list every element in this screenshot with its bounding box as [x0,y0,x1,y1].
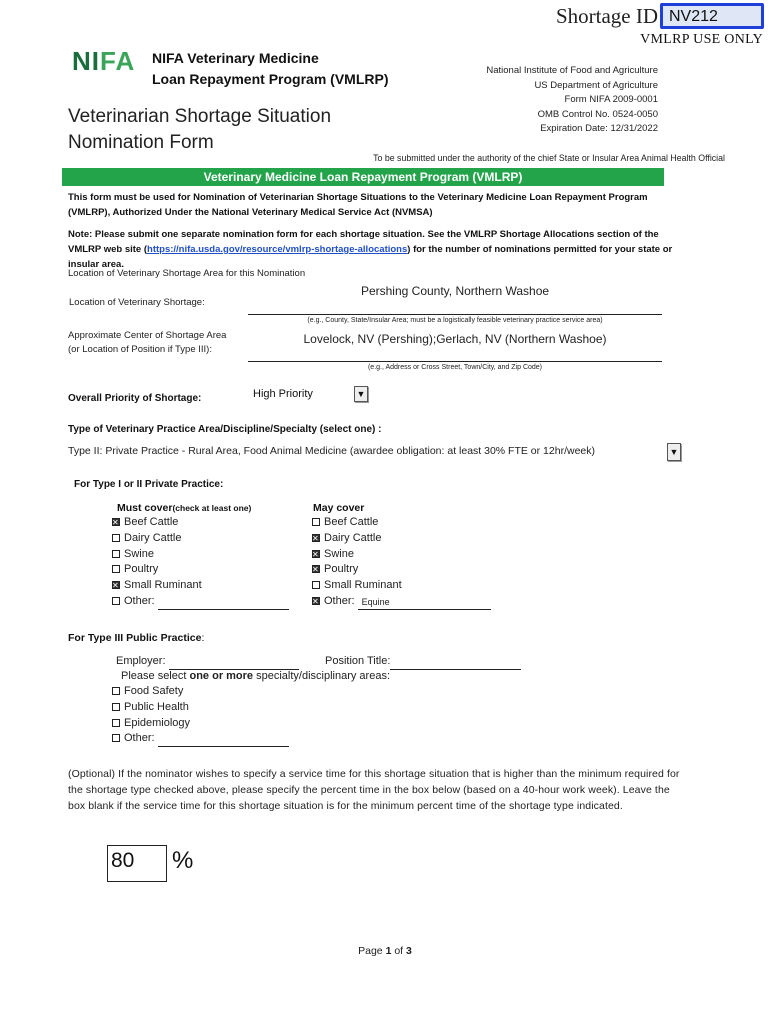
must-poultry[interactable]: Poultry [112,562,289,578]
vmlrp-use-only-label: VMLRP USE ONLY [640,32,763,47]
must-other-field[interactable] [158,598,289,610]
agency-line: US Department of Agriculture [534,79,658,91]
logo-text-b: FA [100,46,136,76]
program-banner: Veterinary Medicine Loan Repayment Program (VMLRP) [62,168,664,186]
checkbox-checked[interactable] [112,518,120,526]
agency-line: OMB Control No. 0524-0050 [537,108,658,120]
specialty-list [112,684,289,747]
checkbox-unchecked[interactable] [312,581,320,589]
position-title-field[interactable] [390,658,521,670]
practice-type-dropdown-button[interactable] [667,443,681,461]
agency-info [486,64,658,137]
may-other[interactable]: ✕Other: $^{Equine}$ [312,594,491,610]
shortage-location-hint: (e.g., County, State/Insular Area; must be a logistically feasible veterinary practice service area) [307,317,603,324]
center-location-label [68,329,226,357]
checkbox-unchecked[interactable] [312,518,320,526]
note-after: ) for the number of nominations permitted for your state or insular area. [68,244,673,270]
note-text [68,227,688,272]
employer-label: Employer: [116,655,166,667]
may-swine[interactable]: ✕Swine [312,547,491,563]
checkbox-unchecked[interactable] [112,550,120,558]
priority-select[interactable]: High Priority [253,388,313,400]
center-label-line2: (or Location of Position if Type III): [68,344,212,355]
specialty-food-safety[interactable]: Food Safety [112,684,289,700]
program-name-line2: Loan Repayment Program (VMLRP) [152,71,389,87]
chevron-down-icon: ▼ [356,389,366,399]
checkbox-checked[interactable] [312,597,320,605]
checkbox-unchecked[interactable] [112,597,120,605]
authority-note: To be submitted under the authority of the chief State or Insular Area Animal Health Official [373,153,725,163]
intro-text: This form must be used for Nomination of Veterinarian Shortage Situations to the Veterinary Medicine Loan Repayment Program (VMLRP), Authorized Under the National Veterinary Medical Service Act (NVMSA) [68,192,648,218]
checkbox-unchecked[interactable] [112,565,120,573]
must-cover-list [112,515,289,610]
must-swine[interactable]: Swine [112,547,289,563]
must-small-ruminant[interactable]: ✕Small Ruminant [112,578,289,594]
program-name-line1: NIFA Veterinary Medicine [152,50,319,66]
must-other[interactable]: Other: [112,594,289,610]
chevron-down-icon: ▼ [669,447,679,457]
location-section-label: Location of Veterinary Shortage Area for this Nomination [68,268,306,279]
logo-text-a: NI [72,46,100,76]
checkbox-unchecked[interactable] [112,719,120,727]
checkbox-checked[interactable] [312,534,320,542]
form-title [68,104,331,156]
optional-service-time-text: (Optional) If the nominator wishes to specify a service time for this shortage situation that is higher than the minimum required for the shortage type checked above, please specify the percent time in the box below (based on a 40-hour work week). Leave the box blank if the service time for this shortage situation is for the minimum percent time of the shortage type indicated. [68,768,680,812]
shortage-location-field[interactable]: Pershing County, Northern Washoe [360,284,550,298]
type-i-ii-heading: For Type I or II Private Practice: [74,479,224,490]
center-location-hint: (e.g., Address or Cross Street, Town/City, and Zip Code) [367,364,543,371]
may-small-ruminant[interactable]: Small Ruminant [312,578,491,594]
must-beef-cattle[interactable]: ✕Beef Cattle [112,515,289,531]
checkbox-checked[interactable] [312,565,320,573]
percent-sign: % [172,847,194,874]
must-cover-heading [117,502,251,514]
may-cover-heading: May cover [313,502,365,514]
specialty-instructions: Please select one or more specialty/disciplinary areas: [121,670,391,682]
checkbox-checked[interactable] [112,581,120,589]
shortage-id-field[interactable]: NV212 [660,3,764,29]
may-beef-cattle[interactable]: Beef Cattle [312,515,491,531]
checkbox-unchecked[interactable] [112,703,120,711]
form-title-line1: Veterinarian Shortage Situation [68,106,332,127]
agency-line: National Institute of Food and Agriculture [486,65,658,76]
form-title-line2: Nomination Form [68,132,214,153]
employer-row [116,654,299,670]
must-cover-title: Must cover [117,502,173,514]
nifa-logo [72,46,135,77]
must-dairy-cattle[interactable]: Dairy Cattle [112,531,289,547]
practice-type-label: Type of Veterinary Practice Area/Discipline/Specialty (select one) : [68,424,382,435]
checkbox-unchecked[interactable] [112,687,120,695]
position-title-label: Position Title: [325,655,391,667]
shortage-location-underline [248,314,662,315]
type-iii-heading [68,632,204,644]
must-cover-note: (check at least one) [172,503,252,513]
specialty-public-health[interactable]: Public Health [112,700,289,716]
center-location-underline [248,361,662,362]
agency-line: Expiration Date: 12/31/2022 [540,123,658,134]
may-cover-list [312,515,491,610]
center-label-line1: Approximate Center of Shortage Area [68,330,227,341]
center-location-field[interactable]: Lovelock, NV (Pershing);Gerlach, NV (Northern Washoe) [303,332,607,346]
agency-line: Form NIFA 2009-0001 [564,94,658,105]
specialty-other[interactable]: Other: [112,731,289,747]
may-dairy-cattle[interactable]: ✕Dairy Cattle [312,531,491,547]
shortage-id-label: Shortage ID [555,4,658,28]
specialty-other-field[interactable] [158,735,289,747]
practice-type-select[interactable]: Type II: Private Practice - Rural Area, Food Animal Medicine (awardee obligation: at least 30% FTE or 12hr/week) [68,445,595,457]
percent-time-field[interactable]: 80 [107,845,167,882]
priority-label: Overall Priority of Shortage: [68,393,202,404]
allocations-link[interactable]: https://nifa.usda.gov/resource/vmlrp-shortage-allocations [147,244,408,255]
type-iii-colon: : [201,632,205,644]
position-row [325,654,521,670]
may-poultry[interactable]: ✕Poultry [312,562,491,578]
specialty-epidemiology[interactable]: Epidemiology [112,716,289,732]
shortage-location-label: Location of Veterinary Shortage: [69,297,205,308]
employer-field[interactable] [169,658,299,670]
checkbox-unchecked[interactable] [112,734,120,742]
priority-dropdown-button[interactable] [354,386,368,402]
page-number: Page 1 of 3 [358,945,412,957]
checkbox-checked[interactable] [312,550,320,558]
note-before: Note: Please submit one separate nomination form for each shortage situation. See the VMLRP Shortage Allocations section of the VMLRP web site ( [68,229,659,255]
checkbox-unchecked[interactable] [112,534,120,542]
type-iii-title: For Type III Public Practice [68,632,202,644]
program-name [152,48,388,90]
may-other-field[interactable]: Equine [358,598,491,610]
